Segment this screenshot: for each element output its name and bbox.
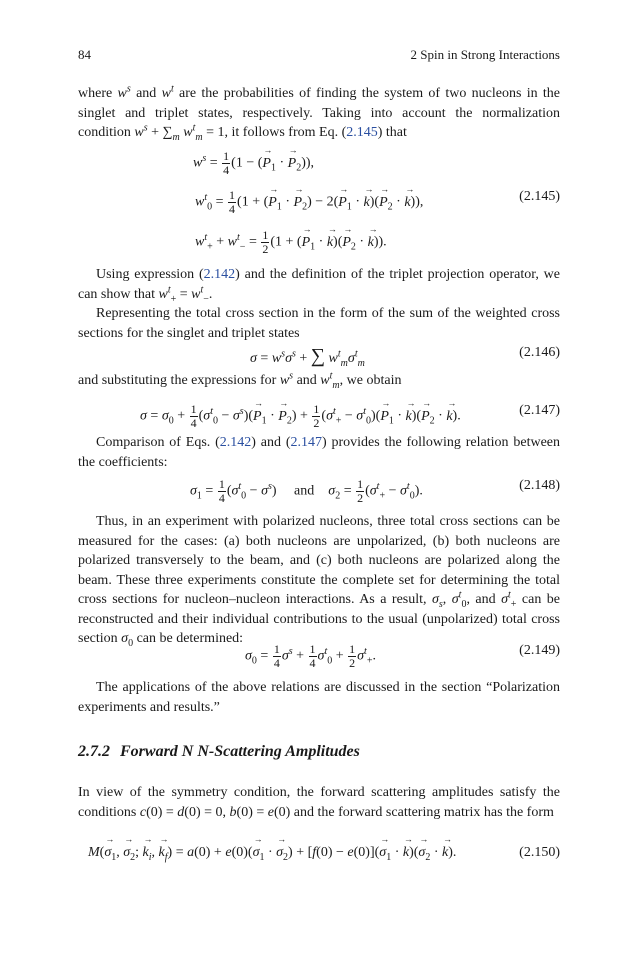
paragraph-5: Comparison of Eqs. (2.142) and (2.147) provides the following relation between the coefficients: bbox=[78, 435, 561, 470]
equation-number-2146: (2.146) bbox=[519, 345, 560, 360]
paragraph-3: Representing the total cross section in the form of the sum of the weighted cross sections for the singlet and triplet states bbox=[78, 306, 560, 341]
equation-number-2148: (2.148) bbox=[519, 478, 560, 493]
equation-2145-line3: $w^t_+ + w^t_-$ = $\frac{1}{2}$ (1 + (→ $P_1$ · → $k)(\to P_2$ · → k)). bbox=[78, 229, 560, 257]
paragraph-7: The applications of the above relations are discussed in the section “Polarization experiments and results.” bbox=[78, 680, 560, 715]
paragraph-4: and substituting the expressions for $w^s$ and $w^t_m$, we obtain bbox=[78, 370, 402, 391]
eq-ref-2145[interactable]: 2.145 bbox=[346, 125, 378, 140]
equation-2147: $\sigma = \sigma_0$ + $\frac{1}{4}$ $(\sigma^t_0 - \sigma^s)(\to P_1$ · → $P_2$) + $\frac{1}{2}$ $(\sigma^t_+ - \sigma^t_0)(\to P_1$ · → $k)(\to P_2$ · → k). (2.147) bbox=[78, 403, 560, 431]
section-title: Forward N N-Scattering Amplitudes bbox=[120, 743, 360, 760]
paragraph-2: Using expression (2.142) and the definition of the triplet projection operator, we can show that $w^t_+ = w^t_-$. bbox=[78, 267, 560, 305]
page-number: 84 bbox=[78, 47, 91, 62]
eq-ref-2142[interactable]: 2.142 bbox=[203, 267, 236, 282]
paragraph-8: In view of the symmetry condition, the forward scattering amplitudes satisfy the conditions c(0) = d(0) = 0, b(0) = e(0) and the forward scattering matrix has the form bbox=[78, 785, 560, 820]
equation-2146: $\sigma = w^s\sigma^s$ + ∑ $w^t_m\sigma^t_m$ (2.146) bbox=[250, 345, 560, 369]
equation-2145-line2: $w^t_0$ = $\frac{1}{4}$ (1 + (→ $P_1$ · → $P_2) - 2(\to P_1$ · → $k)(\to P_2$ · → k)), (2.145) bbox=[78, 189, 560, 217]
section-number: 2.7.2 bbox=[78, 743, 110, 760]
equation-number-2149: (2.149) bbox=[519, 643, 560, 658]
equation-number-2145: (2.145) bbox=[519, 189, 560, 204]
equation-2150: $M(\to \sigma_1$, → $\sigma_2$; → $k_i$, → $k_f) = a(0) + e(0)(\to \sigma_1$ · → $\sigma_2) + [f(0) - e(0)](\to \sigma_1$ · → $k)(\to \sigma_2$ · → k). (2.150) bbox=[78, 845, 560, 873]
equation-2149: $\sigma_0$ = $\frac{1}{4}$ $\sigma^s$ + $\frac{1}{4}$ $\sigma^t_0$ + $\frac{1}{2}$ $\sigma^t_+$. (2.149) bbox=[245, 642, 560, 670]
equation-2145-line1: $w^s$ = $\frac{1}{4}$ (1 − (→ $P_1$ · → $P_2$)), bbox=[78, 150, 560, 178]
eq-ref-2142-b[interactable]: 2.142 bbox=[219, 435, 252, 450]
equation-number-2150: (2.150) bbox=[519, 845, 560, 860]
eq-ref-2147[interactable]: 2.147 bbox=[290, 435, 322, 450]
paragraph-6: Thus, in an experiment with polarized nucleons, three total cross sections can be measured for the cases: (a) both nucleons are unpolarized, (b) both nucleons are polarized transversely to the beam, and (c) both nucleons are polarized along the beam. These three experiments constitute the complete set for determining the total cross sections for nucleon–nucleon interactions. As a result, $\sigma_s$, $\sigma^t_0$, and $\sigma^t_+$ can be reconstructed and their individual contributions to the usual (unpolarized) total cross section $\sigma_0$ can be determined: bbox=[78, 514, 561, 649]
equation-2148: $\sigma_1$ = $\frac{1}{4}$ $(\sigma^t_0 - \sigma^s)$ and $\sigma_2$ = $\frac{1}{2}$ $(\sigma^t_+ - \sigma^t_0)$. (2.148) bbox=[190, 477, 560, 505]
equation-number-2147: (2.147) bbox=[519, 403, 560, 418]
paragraph-1: where $w^s$ and $w^t$ are the probabilities of finding the system of two nucleons in the singlet and triplet states, respectively. Taking into account the normalization condition $w^s + \sum_m$ $w^t_m = 1$, it follows from Eq. (2.145) that bbox=[78, 83, 561, 143]
running-title: 2 Spin in Strong Interactions bbox=[410, 47, 560, 62]
section-heading bbox=[78, 743, 360, 761]
